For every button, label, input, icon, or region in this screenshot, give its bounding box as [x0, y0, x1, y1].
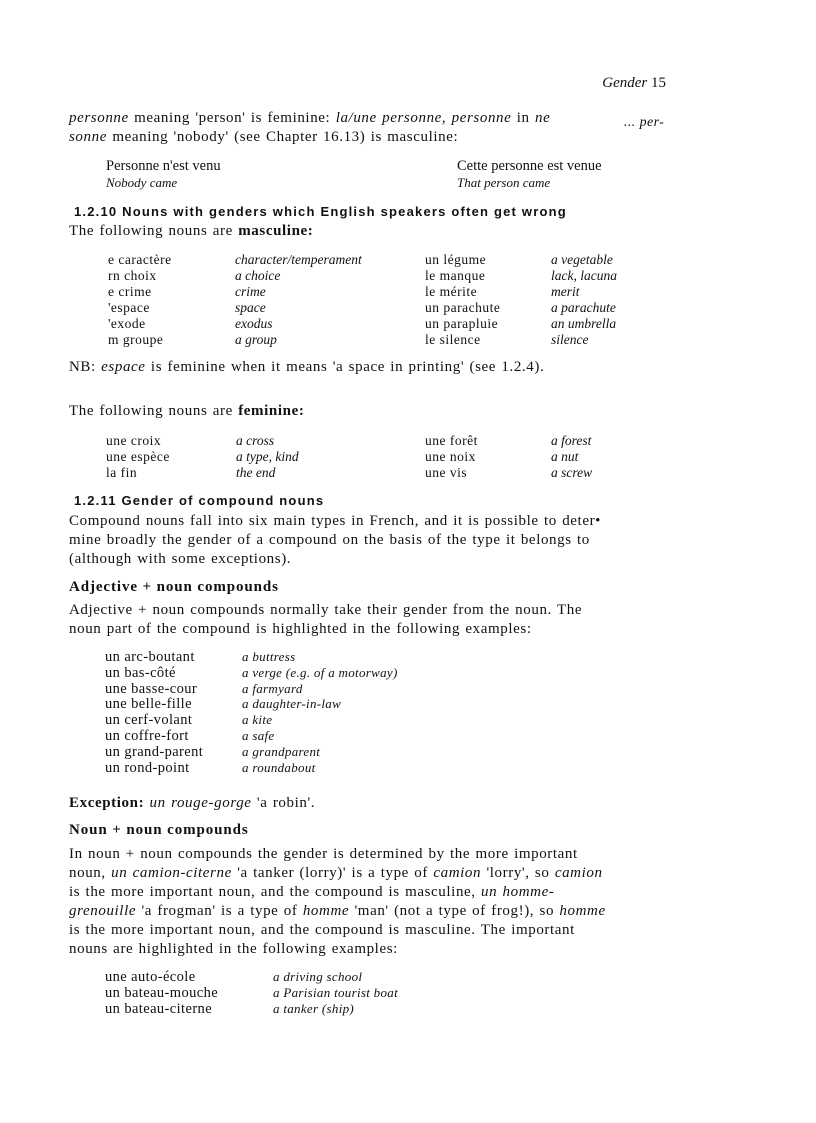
- term: sonne: [69, 129, 107, 145]
- text: meaning 'nobody' (see Chapter 16.13) is masculine:: [107, 129, 459, 145]
- vocab-english: a safe: [242, 728, 275, 743]
- term: camion: [554, 865, 603, 881]
- vocab-french: un grand-parent: [105, 743, 204, 760]
- emphasis: feminine:: [238, 403, 305, 419]
- vocab-english: a buttress: [242, 649, 296, 664]
- emphasis: masculine:: [238, 223, 314, 239]
- vocab-french: un rond-point: [105, 759, 190, 776]
- subheading-noun-noun: Noun + noun compounds: [69, 822, 249, 838]
- example-fr: Cette personne est venue: [457, 158, 602, 174]
- vocab-english: a grandparent: [242, 743, 321, 759]
- vocab-french: 'exode: [108, 316, 146, 331]
- term: un homme-: [481, 884, 555, 900]
- vocab-french: une noix: [425, 449, 476, 464]
- vocab-english: a group: [235, 332, 277, 347]
- text: 'a robin'.: [251, 795, 316, 811]
- example-en: Nobody came: [106, 175, 178, 190]
- text: meaning 'person' is feminine:: [128, 110, 336, 126]
- text: 'a tanker (lorry)' is a type of: [231, 865, 434, 881]
- text: The following nouns are: [69, 223, 239, 239]
- example-fr: Personne n'est venu: [106, 158, 221, 174]
- vocab-french: le mérite: [425, 284, 478, 299]
- text: 'lorry', so: [481, 865, 555, 881]
- vocab-english: a vegetable: [551, 252, 613, 267]
- term: homme: [559, 903, 606, 919]
- text: in: [511, 110, 535, 126]
- text: noun,: [69, 865, 112, 881]
- vocab-french: une forêt: [425, 433, 478, 448]
- vocab-english: silence: [551, 332, 589, 347]
- vocab-english: a daughter-in-law: [242, 696, 342, 712]
- vocab-english: lack, lacuna: [551, 268, 617, 283]
- example-en: That person came: [457, 175, 551, 190]
- vocab-english: merit: [551, 284, 580, 299]
- vocab-french: le manque: [425, 268, 486, 283]
- feminine-list-right: [425, 433, 675, 483]
- text: The following nouns are: [69, 403, 239, 419]
- vocab-french: m groupe: [108, 332, 164, 347]
- nn-line: is the more important noun, and the compound is masculine. The important: [69, 922, 575, 938]
- adj-line: Adjective + noun compounds normally take their gender from the noun. The: [69, 602, 583, 618]
- term: espace: [101, 359, 146, 375]
- vocab-french: une croix: [106, 433, 162, 448]
- vocab-french: un légume: [425, 252, 487, 267]
- vocab-english: space: [235, 300, 266, 315]
- section-heading-1-2-11: 1.2.11 Gender of compound nouns: [74, 493, 325, 508]
- vocab-french: une auto-école: [105, 969, 196, 985]
- vocab-english: a forest: [551, 433, 592, 448]
- vocab-french: un parapluie: [425, 316, 499, 331]
- term: personne: [69, 110, 129, 126]
- vocab-english: a choice: [235, 268, 281, 283]
- vocab-french: un coffre-fort: [105, 728, 189, 744]
- vocab-french: le silence: [425, 332, 481, 347]
- vocab-french: e crime: [108, 284, 152, 299]
- term: la/une personne, personne: [335, 110, 512, 126]
- compound-intro-line: Compound nouns fall into six main types in French, and it is possible to deter•: [69, 513, 602, 529]
- vocab-english: character/temperament: [235, 252, 362, 267]
- emphasis: Exception:: [69, 795, 145, 811]
- vocab-french: une espèce: [106, 449, 170, 464]
- vocab-english: a type, kind: [236, 449, 299, 464]
- adj-line: noun part of the compound is highlighted in the following examples:: [69, 621, 532, 637]
- vocab-english: a kite: [242, 712, 273, 728]
- text: is feminine when it means 'a space in printing' (see 1.2.4).: [145, 359, 545, 375]
- vocab-french: une belle-fille: [105, 696, 192, 713]
- adjective-noun-list: [105, 649, 505, 779]
- vocab-english: a roundabout: [242, 759, 316, 775]
- subheading-adjective-noun: Adjective + noun compounds: [69, 579, 279, 595]
- section-heading-1-2-10: 1.2.10 Nouns with genders which English speakers often get wrong: [74, 204, 567, 219]
- compound-intro-line: mine broadly the gender of a compound on the basis of the type it belongs to: [69, 532, 590, 548]
- vocab-english: a tanker (ship): [273, 1001, 355, 1016]
- nb-note: [69, 358, 664, 378]
- vocab-french: un bas-côté: [105, 664, 176, 681]
- vocab-english: a farmyard: [242, 680, 303, 696]
- vocab-english: crime: [235, 284, 266, 299]
- vocab-french: un arc-boutant: [105, 649, 195, 665]
- term: camion: [433, 865, 482, 881]
- term: homme: [302, 903, 350, 919]
- nn-line: nouns are highlighted in the following examples:: [69, 941, 398, 957]
- vocab-english: an umbrella: [551, 316, 617, 331]
- vocab-french: e caractère: [108, 252, 172, 267]
- feminine-intro: [69, 402, 664, 422]
- vocab-english: a screw: [551, 465, 593, 480]
- vocab-french: une basse-cour: [105, 680, 198, 697]
- nn-line: [69, 902, 664, 922]
- feminine-list-left: [106, 433, 406, 483]
- noun-noun-list: [105, 969, 505, 1019]
- vocab-french: une vis: [425, 465, 468, 480]
- vocab-french: un bateau-citerne: [105, 1001, 213, 1017]
- intro-line-1: [69, 109, 664, 129]
- compound-intro-line: (although with some exceptions).: [69, 551, 292, 567]
- intro-line-2: [69, 128, 664, 148]
- margin-note: ... per-: [624, 115, 665, 130]
- nn-line: [69, 864, 664, 884]
- vocab-english: a verge (e.g. of a motorway): [242, 664, 398, 680]
- vocab-french: un bateau-mouche: [105, 985, 219, 1001]
- header-word: Gender: [602, 75, 648, 91]
- text: 'a frogman' is a type of: [136, 903, 303, 919]
- term: un camion-citerne: [111, 865, 232, 881]
- running-header: [602, 75, 666, 92]
- term: ne: [535, 110, 551, 126]
- vocab-french: 'espace: [108, 300, 150, 315]
- term: un rouge-gorge: [149, 795, 252, 811]
- term: grenouille: [69, 903, 137, 919]
- masculine-list-left: [108, 252, 408, 352]
- text: 'man' (not a type of frog!), so: [349, 903, 560, 919]
- text: is the more important noun, and the compound is masculine,: [69, 884, 481, 900]
- vocab-french: un parachute: [425, 300, 501, 315]
- exception-line: [69, 794, 664, 814]
- vocab-english: a cross: [236, 433, 275, 448]
- vocab-french: un cerf-volant: [105, 712, 193, 729]
- vocab-english: a driving school: [273, 969, 363, 984]
- text: NB:: [69, 359, 102, 375]
- vocab-english: a Parisian tourist boat: [273, 985, 398, 1000]
- page-number: 15: [651, 75, 666, 91]
- vocab-english: exodus: [235, 316, 273, 331]
- vocab-english: a nut: [551, 449, 579, 464]
- masculine-list-right: [425, 252, 675, 352]
- masculine-intro: [69, 222, 664, 242]
- nn-line: [69, 883, 664, 903]
- vocab-english: a parachute: [551, 300, 616, 315]
- nn-line: In noun + noun compounds the gender is determined by the more important: [69, 846, 578, 862]
- vocab-french: la fin: [106, 465, 138, 480]
- vocab-english: the end: [236, 465, 276, 480]
- vocab-french: rn choix: [108, 268, 157, 283]
